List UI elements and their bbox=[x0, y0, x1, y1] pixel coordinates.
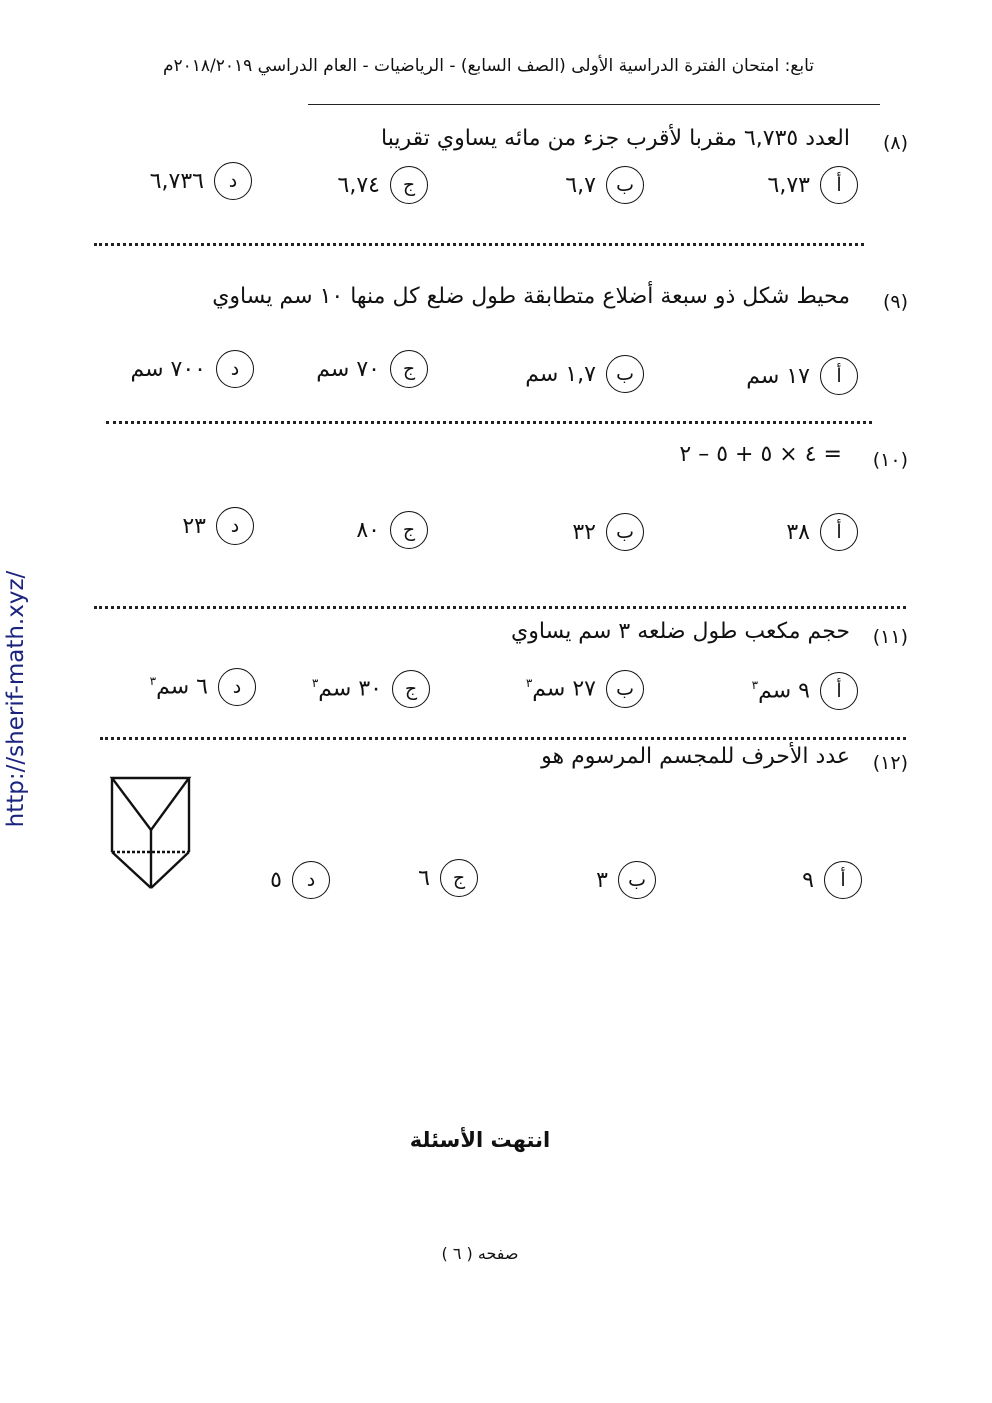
option-letter: ج bbox=[390, 350, 428, 388]
question-number: (٨) bbox=[882, 132, 908, 154]
option-letter: ج bbox=[392, 670, 430, 708]
option-value bbox=[150, 674, 208, 699]
option-c[interactable] bbox=[338, 166, 428, 204]
option-letter: ج bbox=[390, 511, 428, 549]
option-value-text: ٦ سم bbox=[156, 674, 208, 700]
option-value: ١٧ سم bbox=[746, 363, 810, 389]
option-letter: ب bbox=[606, 166, 644, 204]
option-letter: أ bbox=[824, 861, 862, 899]
option-value-text: ٣٠ سم bbox=[318, 676, 382, 702]
option-d[interactable] bbox=[150, 668, 256, 706]
option-b[interactable] bbox=[596, 861, 656, 899]
option-value: ٩ bbox=[802, 867, 814, 893]
question-text: عدد الأحرف للمجسم المرسوم هو bbox=[541, 744, 850, 769]
header-divider bbox=[308, 104, 880, 105]
option-letter: د bbox=[292, 861, 330, 899]
option-letter: ب bbox=[606, 513, 644, 551]
site-url: http://sherif-math.xyz/ bbox=[3, 570, 29, 828]
option-a[interactable] bbox=[752, 672, 858, 710]
option-letter: د bbox=[216, 350, 254, 388]
option-b[interactable] bbox=[565, 166, 644, 204]
option-c[interactable] bbox=[356, 511, 428, 549]
option-d[interactable] bbox=[150, 162, 252, 200]
option-letter: ب bbox=[618, 861, 656, 899]
question-number: (١٢) bbox=[872, 752, 908, 774]
option-value: ٧٠٠ سم bbox=[130, 356, 206, 382]
option-value bbox=[752, 678, 810, 703]
end-of-questions: انتهت الأسئلة bbox=[409, 1128, 551, 1152]
option-b[interactable] bbox=[525, 355, 644, 393]
question-number: (٩) bbox=[882, 291, 908, 313]
question-number: (١٠) bbox=[872, 449, 908, 471]
option-value: ٣٢ bbox=[572, 519, 596, 545]
option-b[interactable] bbox=[526, 670, 644, 708]
option-value bbox=[526, 676, 596, 701]
question-text: ٤ × ٥ + ٥ – ٢ = bbox=[679, 442, 842, 467]
option-value: ٦,٧٣٦ bbox=[149, 168, 204, 194]
option-value-text: ٢٧ سم bbox=[532, 676, 596, 702]
option-exponent: ٣ bbox=[311, 676, 319, 691]
option-d[interactable] bbox=[270, 861, 330, 899]
option-value: ٦,٧٤ bbox=[337, 172, 380, 198]
option-letter: د bbox=[214, 162, 252, 200]
option-value: ٥ bbox=[270, 867, 282, 893]
dotted-separator bbox=[94, 243, 864, 246]
dotted-separator bbox=[94, 606, 906, 609]
option-letter: ج bbox=[440, 859, 478, 897]
option-letter: د bbox=[216, 507, 254, 545]
option-b[interactable] bbox=[572, 513, 644, 551]
option-d[interactable] bbox=[182, 507, 254, 545]
question-text: محيط شكل ذو سبعة أضلاع متطابقة طول ضلع كل منها ١٠ سم يساوي bbox=[212, 284, 850, 309]
option-letter: ب bbox=[606, 355, 644, 393]
exam-header: تابع: امتحان الفترة الدراسية الأولى (الصف السابع) - الرياضيات - العام الدراسي ٢٠١٨/٢٠١٩م bbox=[162, 56, 814, 76]
option-letter: أ bbox=[820, 513, 858, 551]
option-c[interactable] bbox=[312, 670, 430, 708]
question-text: حجم مكعب طول ضلعه ٣ سم يساوي bbox=[511, 619, 850, 644]
option-value: ٣٨ bbox=[786, 519, 810, 545]
option-a[interactable] bbox=[802, 861, 862, 899]
question-number: (١١) bbox=[872, 626, 908, 648]
option-value: ٢٣ bbox=[182, 513, 206, 539]
dotted-separator bbox=[100, 737, 906, 740]
option-value-text: ٩ سم bbox=[758, 678, 810, 704]
option-a[interactable] bbox=[786, 513, 858, 551]
option-value: ٨٠ bbox=[356, 517, 380, 543]
dotted-separator bbox=[106, 421, 872, 424]
option-c[interactable] bbox=[418, 859, 478, 897]
option-exponent: ٣ bbox=[149, 674, 157, 689]
page-number: صفحه ( ٦ ) bbox=[441, 1244, 519, 1263]
option-letter: أ bbox=[820, 166, 858, 204]
option-letter: ب bbox=[606, 670, 644, 708]
option-a[interactable] bbox=[746, 357, 858, 395]
option-letter: أ bbox=[820, 357, 858, 395]
option-value: ٣ bbox=[596, 867, 608, 893]
option-value bbox=[312, 676, 382, 701]
question-text: العدد ٦,٧٣٥ مقربا لأقرب جزء من مائه يساوي تقريبا bbox=[381, 126, 850, 151]
option-letter: ج bbox=[390, 166, 428, 204]
option-letter: د bbox=[218, 668, 256, 706]
option-letter: أ bbox=[820, 672, 858, 710]
option-exponent: ٣ bbox=[751, 678, 759, 693]
option-value: ٧٠ سم bbox=[316, 356, 380, 382]
option-d[interactable] bbox=[130, 350, 254, 388]
triangular-prism-figure bbox=[106, 772, 196, 894]
option-c[interactable] bbox=[316, 350, 428, 388]
option-value: ٦,٧ bbox=[565, 172, 596, 198]
option-value: ٦ bbox=[418, 865, 430, 891]
option-a[interactable] bbox=[768, 166, 858, 204]
option-exponent: ٣ bbox=[525, 676, 533, 691]
option-value: ٦,٧٣ bbox=[767, 172, 810, 198]
option-value: ١,٧ سم bbox=[525, 361, 596, 387]
